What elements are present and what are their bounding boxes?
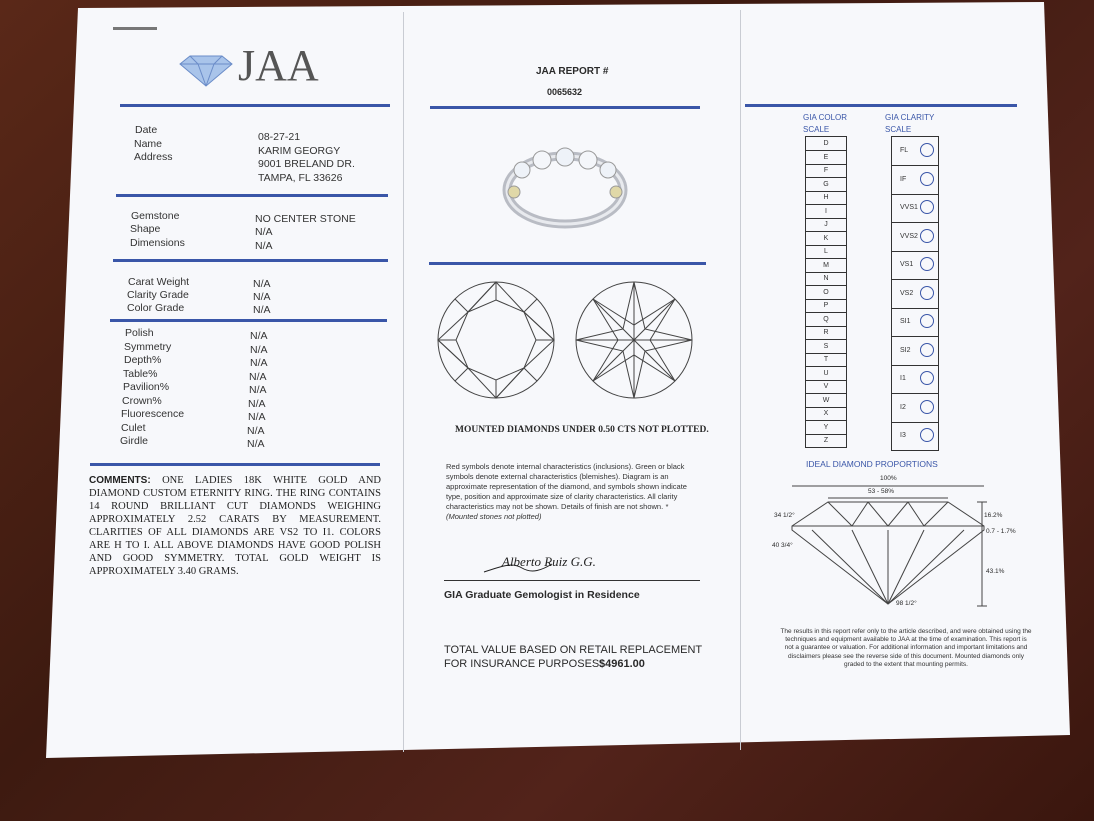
- color-grade-cell: P: [805, 299, 847, 313]
- table-value: N/A: [249, 371, 267, 383]
- color-grade-cell: R: [805, 326, 847, 340]
- signature: [482, 552, 652, 576]
- depth-value: N/A: [250, 357, 268, 369]
- shape-label: Shape: [130, 223, 161, 235]
- comments: [89, 474, 381, 578]
- diamond-icon: [920, 314, 934, 328]
- signature-stroke-icon: [482, 552, 652, 576]
- color-grade-cell: K: [805, 232, 847, 246]
- diamond-icon: [920, 172, 934, 186]
- date-value: 08-27-21: [258, 131, 301, 143]
- dimensions-label: Dimensions: [130, 237, 185, 249]
- color-grade-cell: S: [805, 340, 847, 354]
- divider: [113, 259, 388, 262]
- clarity-grade-label: SI1: [900, 318, 911, 325]
- signature-line: [444, 580, 700, 581]
- clarity-grade-label: SI2: [900, 346, 911, 354]
- crown-view-diagram: [438, 282, 554, 398]
- carat-weight-value: N/A: [253, 278, 271, 290]
- crown-angle: 34 1/2°: [774, 512, 795, 519]
- color-grade-cell: F: [805, 164, 847, 178]
- divider: [745, 104, 1017, 107]
- address-value: 9001 BRELAND DR.: [258, 158, 355, 170]
- proportions-title: IDEAL DIAMOND PROPORTIONS: [806, 459, 938, 469]
- color-grade-cell: T: [805, 353, 847, 367]
- clarity-grade-label: Clarity Grade: [127, 289, 189, 301]
- legend-text: Red symbols denote internal characteristics (inclusions). Green or black symbols denote external characteristics (blemishes). Diagram is an approximate representation of the diamond, and symbols shown indicate type, position and approximate size of clarity characteristics. All clarity characteristics may not be shown. Details of finish are not shown.: [446, 462, 687, 511]
- fold-line: [403, 12, 404, 752]
- polish-label: Polish: [125, 327, 154, 339]
- carat-weight-label: Carat Weight: [128, 276, 190, 288]
- fold-line: [740, 10, 741, 750]
- culet-label: Culet: [121, 422, 146, 434]
- clarity-grade-cell: [891, 137, 939, 166]
- girdle-value: N/A: [247, 438, 265, 450]
- shape-value: N/A: [255, 226, 273, 238]
- clarity-grade-label: I1: [900, 375, 906, 382]
- culet-value: N/A: [247, 425, 265, 437]
- fluorescence-label: Fluorescence: [121, 408, 185, 420]
- polish-value: N/A: [250, 330, 268, 342]
- girdle-pct: 0.7 - 1.7%: [986, 528, 1016, 535]
- color-grade-cell: W: [805, 394, 847, 408]
- diamond-icon: [920, 143, 934, 157]
- color-scale-subtitle: SCALE: [803, 125, 830, 134]
- table-pct: 53 - 58%: [868, 488, 895, 495]
- legend-italic: *(Mounted stones not plotted): [446, 502, 669, 521]
- logo-text: JAA: [238, 41, 319, 90]
- color-grade-cell: L: [805, 245, 847, 259]
- name-value: KARIM GEORGY: [258, 145, 341, 157]
- girdle-label: Girdle: [120, 435, 149, 447]
- clarity-plot-diagrams: [434, 279, 700, 401]
- divider: [116, 194, 388, 197]
- plot-note: MOUNTED DIAMONDS UNDER 0.50 CTS NOT PLOTTED.: [455, 425, 709, 435]
- clarity-grade-value: N/A: [253, 291, 271, 303]
- color-grade-cell: G: [805, 178, 847, 192]
- diamond-logo-icon: [176, 50, 238, 90]
- diamond-icon: [920, 343, 934, 357]
- clarity-grade-label: IF: [900, 175, 907, 183]
- color-scale-title: GIA COLOR: [803, 113, 848, 122]
- symmetry-value: N/A: [250, 344, 268, 356]
- pavilion-view-diagram: [576, 282, 692, 398]
- color-grade-cell: M: [805, 259, 847, 273]
- logo: [176, 40, 326, 90]
- proportions-diagram: [772, 472, 1022, 612]
- table-label: Table%: [123, 368, 158, 380]
- color-scale: [805, 136, 847, 449]
- color-grade-cell: D: [805, 137, 847, 151]
- date-label: Date: [135, 124, 158, 136]
- clarity-grade-label: VVS2: [900, 232, 918, 240]
- comments-text: ONE LADIES 18K WHITE GOLD AND DIAMOND CUSTOM ETERNITY RING. THE RING CONTAINS 14 ROUND BRILLIANT CUT DIAMONDS WEIGHING APPROXIMATELY 2.52 CARATS BY MEASUREMENT. CLARITIES OF ALL DIAMONDS ARE VS2 TO I1. COLORS ARE H TO I. ALL ABOVE DIAMONDS HAVE GOOD POLISH AND GOOD SYMMETRY. TOTAL GOLD WEIGHT IS APPROXIMATELY 3.40 GRAMS.: [89, 475, 382, 577]
- report-number: 0065632: [547, 87, 583, 97]
- signature-text: Alberto Ruiz G.G.: [502, 554, 596, 569]
- clarity-scale-title: GIA CLARITY: [885, 113, 935, 122]
- crown-pct: 16.2%: [984, 512, 1003, 519]
- total-value-amount: $4961.00: [599, 658, 645, 670]
- crown-label: Crown%: [122, 395, 162, 407]
- total-value-line1: TOTAL VALUE BASED ON RETAIL REPLACEMENT: [444, 644, 703, 656]
- name-label: Name: [134, 138, 163, 150]
- color-grade-value: N/A: [253, 304, 271, 316]
- pavilion-pct: 43.1%: [986, 568, 1005, 575]
- comments-label: COMMENTS:: [89, 475, 151, 486]
- clarity-grade-cell: [891, 280, 939, 309]
- clarity-grade-cell: [891, 251, 939, 280]
- diamond-icon: [920, 400, 934, 414]
- color-grade-cell: Q: [805, 313, 847, 327]
- clarity-grade-cell: [891, 365, 939, 394]
- diamond-icon: [920, 428, 934, 442]
- divider: [90, 463, 380, 466]
- divider: [430, 106, 700, 109]
- diamond-icon: [920, 257, 934, 271]
- clarity-grade-cell: [891, 308, 939, 337]
- gemstone-value: NO CENTER STONE: [255, 213, 356, 225]
- divider: [110, 319, 387, 322]
- symmetry-label: Symmetry: [124, 341, 172, 353]
- clarity-grade-label: I3: [900, 432, 906, 439]
- clarity-grade-cell: [891, 422, 939, 451]
- color-grade-cell: X: [805, 407, 847, 421]
- color-grade-cell: U: [805, 367, 847, 381]
- clarity-grade-cell: [891, 394, 939, 423]
- gemologist-title: GIA Graduate Gemologist in Residence: [444, 589, 640, 601]
- disclaimer: The results in this report refer only to the article described, and were obtained using the techniques and equipment available to JAA at the time of examination. This report is not a guarantee or valuation. For additional information and important limitations and disclaimers please see the reverse side of this document. Mounted diamonds only graded to the extent that mounting permits.: [780, 628, 1032, 668]
- color-grade-cell: O: [805, 286, 847, 300]
- pavilion-value: N/A: [249, 384, 267, 396]
- pavilion-angle: 40 3/4°: [772, 542, 793, 549]
- color-grade-cell: H: [805, 191, 847, 205]
- clarity-grade-label: FL: [900, 147, 909, 154]
- color-grade-cell: Z: [805, 434, 847, 448]
- depth-label: Depth%: [124, 354, 162, 366]
- clarity-scale-subtitle: SCALE: [885, 125, 912, 134]
- divider: [429, 262, 706, 265]
- diamond-profile-diagram: [772, 472, 1022, 612]
- width-pct: 100%: [880, 475, 897, 482]
- address-label: Address: [134, 151, 173, 163]
- color-grade-cell: Y: [805, 421, 847, 435]
- diamond-icon: [920, 286, 934, 300]
- clarity-grade-cell: [891, 166, 939, 195]
- clarity-grade-label: VS2: [900, 289, 914, 297]
- color-grade-cell: N: [805, 272, 847, 286]
- color-grade-cell: J: [805, 218, 847, 232]
- clarity-grade-label: VVS1: [900, 204, 918, 211]
- report-label: JAA REPORT #: [536, 66, 609, 77]
- fluorescence-value: N/A: [248, 411, 266, 423]
- clarity-grade-cell: [891, 223, 939, 252]
- culet-angle: 98 1/2°: [896, 600, 917, 607]
- diamond-icon: [920, 371, 934, 385]
- color-grade-label: Color Grade: [127, 302, 185, 314]
- clarity-grade-label: I2: [900, 403, 906, 411]
- clarity-grade-cell: [891, 337, 939, 366]
- diamond-icon: [920, 200, 934, 214]
- crown-value: N/A: [248, 398, 266, 410]
- clarity-grade-cell: [891, 194, 939, 223]
- legend: [446, 462, 690, 522]
- diamond-icon: [920, 229, 934, 243]
- color-grade-cell: E: [805, 151, 847, 165]
- color-grade-cell: I: [805, 205, 847, 219]
- clarity-grade-label: VS1: [900, 261, 914, 268]
- address-line2: TAMPA, FL 33626: [258, 172, 343, 184]
- dimensions-value: N/A: [255, 240, 273, 252]
- color-grade-cell: V: [805, 380, 847, 394]
- gemstone-label: Gemstone: [131, 210, 180, 222]
- divider: [120, 104, 390, 107]
- pavilion-label: Pavilion%: [123, 381, 170, 393]
- staple-mark: [113, 27, 157, 30]
- ring-photo: [498, 140, 632, 232]
- clarity-scale: [891, 136, 939, 449]
- total-value-line2: FOR INSURANCE PURPOSES:: [444, 658, 603, 670]
